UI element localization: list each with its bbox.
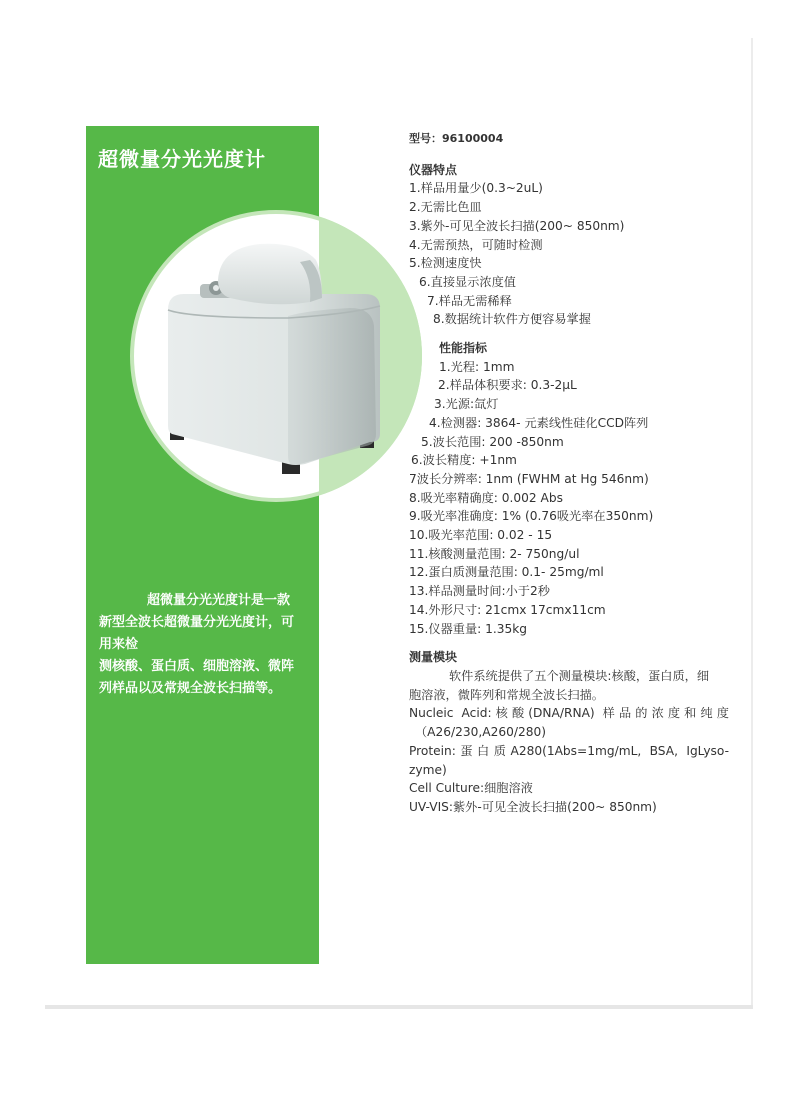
module-cell-culture: Cell Culture:细胞溶液 <box>409 781 533 796</box>
description-line: 测核酸、蛋白质、细胞溶液、微阵 <box>99 659 295 674</box>
spec-item: 2.样品体积要求: 0.3-2μL <box>438 378 577 393</box>
description-line: 超微量分光光度计是一款 <box>147 593 291 608</box>
feature-item: 7.样品无需稀释 <box>427 293 512 308</box>
spec-item: 15.仪器重量: 1.35kg <box>409 621 528 636</box>
product-description <box>99 590 311 700</box>
page-edge-right <box>751 38 753 1008</box>
modules-intro: 胞溶液，微阵列和常规全波长扫描。 <box>409 687 604 702</box>
page-edge-bottom <box>45 1005 753 1009</box>
modules-heading: 测量模块 <box>409 650 458 665</box>
module-nucleic-acid-ratios: （A26/230,A260/280) <box>415 725 546 740</box>
features-heading: 仪器特点 <box>409 162 458 177</box>
spec-item: 6.波长精度: +1nm <box>411 453 517 468</box>
spec-item: 12.蛋白质测量范围: 0.1- 25mg/ml <box>409 565 604 580</box>
specs-heading: 性能指标 <box>439 341 488 356</box>
spectrophotometer-image <box>160 238 390 478</box>
spec-item: 3.光源:氙灯 <box>434 397 499 412</box>
modules-intro: 软件系统提供了五个测量模块:核酸，蛋白质，细 <box>449 668 710 683</box>
spec-item: 9.吸光率准确度: 1% (0.76吸光率在350nm) <box>409 509 654 524</box>
feature-item: 1.样品用量少(0.3~2uL) <box>409 181 543 196</box>
spec-item: 4.检测器: 3864- 元素线性硅化CCD阵列 <box>429 415 649 430</box>
module-protein-cont: zyme) <box>409 762 447 777</box>
description-line: 新型全波长超微量分光光度计，可 <box>99 615 295 630</box>
spec-item: 1.光程: 1mm <box>439 359 515 374</box>
description-line: 列样品以及常规全波长扫描等。 <box>99 681 282 696</box>
feature-item: 6.直接显示浓度值 <box>419 274 516 289</box>
feature-item: 5.检测速度快 <box>409 256 482 271</box>
spec-item: 10.吸光率范围: 0.02 - 15 <box>409 528 553 543</box>
specifications-column <box>409 130 729 817</box>
product-title: 超微量分光光度计 <box>98 147 266 171</box>
feature-item: 8.数据统计软件方便容易掌握 <box>433 312 591 327</box>
spec-item: 8.吸光率精确度: 0.002 Abs <box>409 490 563 505</box>
model-number: 型号：96100004 <box>409 132 504 145</box>
feature-item: 4.无需预热，可随时检测 <box>409 237 543 252</box>
feature-item: 2.无需比色皿 <box>409 200 482 215</box>
module-uv-vis: UV-VIS:紫外-可见全波长扫描(200~ 850nm) <box>409 799 657 814</box>
description-line: 用来检 <box>99 637 139 652</box>
spec-item: 11.核酸测量范围: 2- 750ng/ul <box>409 546 580 561</box>
module-protein: Protein:蛋白质A280(1Abs=1mg/mL, BSA, IgLyso- <box>409 743 729 758</box>
spec-item: 14.外形尺寸: 21cmx 17cmx11cm <box>409 602 606 617</box>
spec-item: 5.波长范围: 200 -850nm <box>421 434 564 449</box>
module-nucleic-acid: Nucleic Acid:核酸(DNA/RNA) 样品的浓度和纯度 <box>409 706 729 721</box>
spec-item: 7波长分辨率: 1nm (FWHM at Hg 546nm) <box>409 471 649 486</box>
feature-item: 3.紫外-可见全波长扫描(200~ 850nm) <box>409 218 625 233</box>
spec-item: 13.样品测量时间:小于2秒 <box>409 584 550 599</box>
